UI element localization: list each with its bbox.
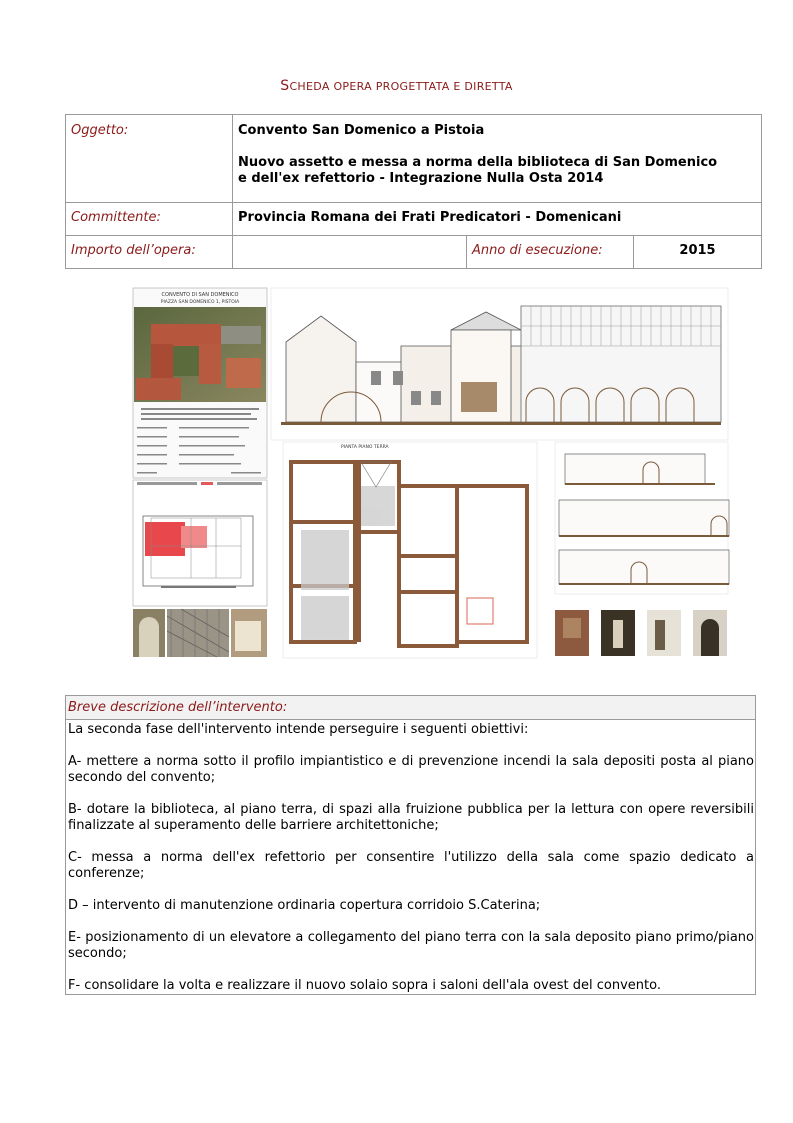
plate-header: CONVENTO DI SAN DOMENICO	[161, 292, 239, 298]
oggetto-line-2: Nuovo assetto e messa a norma della biblioteca di San Domenico	[238, 155, 718, 170]
document-title	[0, 78, 793, 94]
anno-label: Anno di esecuzione:	[467, 236, 634, 269]
importo-label: Importo dell’opera:	[66, 236, 233, 269]
objective-c: C- messa a norma dell'ex refettorio per consentire l'utilizzo della sala come spazio dedicato a conferenze;	[68, 850, 754, 881]
project-drawing-plate	[131, 286, 730, 660]
section-drawing	[271, 288, 728, 440]
oggetto-line-3: e dell'ex refettorio - Integrazione Nulla Osta 2014	[238, 171, 604, 186]
description-box	[65, 695, 756, 995]
description-heading: Breve descrizione dell’intervento:	[66, 696, 755, 720]
committente-value: Provincia Romana dei Frati Predicatori - Domenicani	[233, 203, 762, 236]
importo-value	[233, 236, 467, 269]
objective-f: F- consolidare la volta e realizzare il nuovo solaio sopra i saloni dell'ala ovest del convento.	[68, 978, 661, 993]
aerial-photo	[134, 307, 266, 402]
title-initial: S	[280, 78, 290, 94]
objective-b: B- dotare la biblioteca, al piano terra, di spazi alla fruizione pubblica per la lettura con opere reversibili finalizzate al superamento delle barriere architettoniche;	[68, 802, 754, 833]
objective-e: E- posizionamento di un elevatore a collegamento del piano terra con la sala deposito piano primo/piano secondo;	[68, 930, 754, 961]
oggetto-label: Oggetto:	[66, 115, 233, 203]
section-details	[555, 442, 729, 594]
oggetto-line-1: Convento San Domenico a Pistoia	[238, 123, 485, 138]
oggetto-value	[233, 115, 762, 203]
description-intro: La seconda fase dell'intervento intende perseguire i seguenti obiettivi:	[68, 722, 529, 737]
plan-title: PIANTA PIANO TERRA	[341, 445, 389, 450]
anno-value: 2015	[634, 236, 762, 269]
title-rest: CHEDA OPERA PROGETTATA E DIRETTA	[289, 80, 513, 93]
key-plan	[133, 480, 267, 606]
description-body	[66, 720, 755, 994]
photos-left	[133, 609, 267, 657]
objective-a: A- mettere a norma sotto il profilo impiantistico e di prevenzione incendi la sala depositi posta al piano secondo del convento;	[68, 754, 754, 785]
title-block	[133, 288, 267, 478]
objective-d: D – intervento di manutenzione ordinaria copertura corridoio S.Caterina;	[68, 898, 541, 913]
committente-label: Committente:	[66, 203, 233, 236]
ground-floor-plan	[283, 442, 537, 658]
plate-address: PIAZZA SAN DOMENICO 1, PISTOIA	[160, 300, 240, 305]
project-info-table	[65, 114, 762, 269]
